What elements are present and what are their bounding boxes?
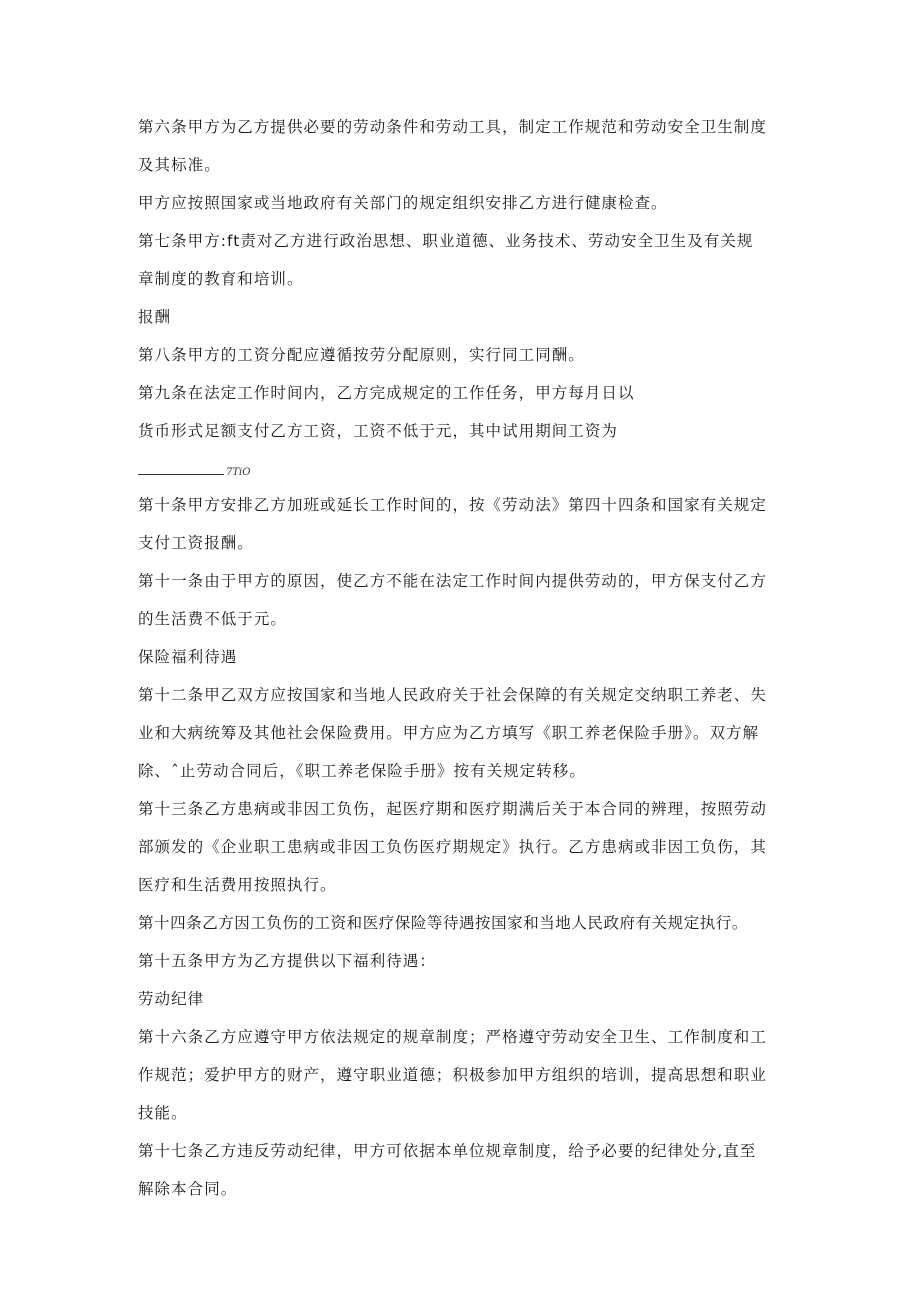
text-line: 第十一条由于甲方的原因，使乙方不能在法定工作时间内提供劳动的，甲方保支付乙方 [138,572,767,590]
text-line: 第十四条乙方因工负伤的工资和医疗保险等待遇按国家和当地人民政府有关规定执行。 [138,914,748,932]
section-heading-insurance: 保险福利待遇 [138,648,238,666]
section-heading-discipline: 劳动纪律 [138,990,205,1008]
text-line: 及其标准。 [138,156,221,174]
text-line: 部颁发的《企业职工患病或非因工负伤医疗期规定》执行。乙方患病或非因工负伤，其 [138,838,767,856]
text-line: 第八条甲方的工资分配应遵循按劳分配原则，实行同工同酬。 [138,346,585,364]
text-line: 第九条在法定工作时间内，乙方完成规定的工作任务，甲方每月日以 [138,384,635,402]
text-line: 第七条甲方:ft责对乙方进行政治思想、职业道德、业务技术、劳动安全卫生及有关规 [138,232,754,250]
text-line: 技能。 [138,1104,188,1122]
text-line: 章制度的教育和培训。 [138,270,304,288]
text-line: 第十五条甲方为乙方提供以下福利待遇： [138,952,436,970]
blank-tail-text: 7TiO [226,467,251,478]
text-line: 甲方应按照国家或当地政府有关部门的规定组织安排乙方进行健康检查。 [138,194,668,212]
text-line: 货币形式足额支付乙方工资，工资不低于元，其中试用期间工资为 [138,422,618,440]
section-heading-remuneration: 报酬 [138,308,172,326]
text-line: 第六条甲方为乙方提供必要的劳动条件和劳动工具，制定工作规范和劳动安全卫生制度 [138,118,767,136]
document-body [138,108,798,1208]
text-line: 第十六条乙方应遵守甲方依法规定的规章制度；严格遵守劳动安全卫生、工作制度和工 [138,1028,767,1046]
blank-fill-line [138,460,798,486]
text-line: 作规范；爱护甲方的财产，遵守职业道德；积极参加甲方组织的培训，提高思想和职业 [138,1066,767,1084]
text-line: 解除本合同。 [138,1180,238,1198]
fill-in-blank [138,474,224,475]
text-line: 业和大病统筹及其他社会保险费用。甲方应为乙方填写《职工养老保险手册》。双方解 [138,724,760,742]
text-line: 支付工资报酬。 [138,534,254,552]
text-line: 第十七条乙方违反劳动纪律，甲方可依据本单位规章制度，给予必要的纪律处分,直至 [138,1142,757,1160]
text-line: 医疗和生活费用按照执行。 [138,876,337,894]
text-line: 第十条甲方安排乙方加班或延长工作时间的，按《劳动法》第四十四条和国家有关规定 [138,496,767,514]
text-line: 第十三条乙方患病或非因工负伤，起医疗期和医疗期满后关于本合同的辨理，按照劳动 [138,800,767,818]
text-line: 除、ˆ止劳动合同后，《职工养老保险手册》按有关规定转移。 [138,762,586,780]
text-line: 的生活费不低于元。 [138,610,287,628]
text-line: 第十二条甲乙双方应按国家和当地人民政府关于社会保障的有关规定交纳职工养老、失 [138,686,767,704]
